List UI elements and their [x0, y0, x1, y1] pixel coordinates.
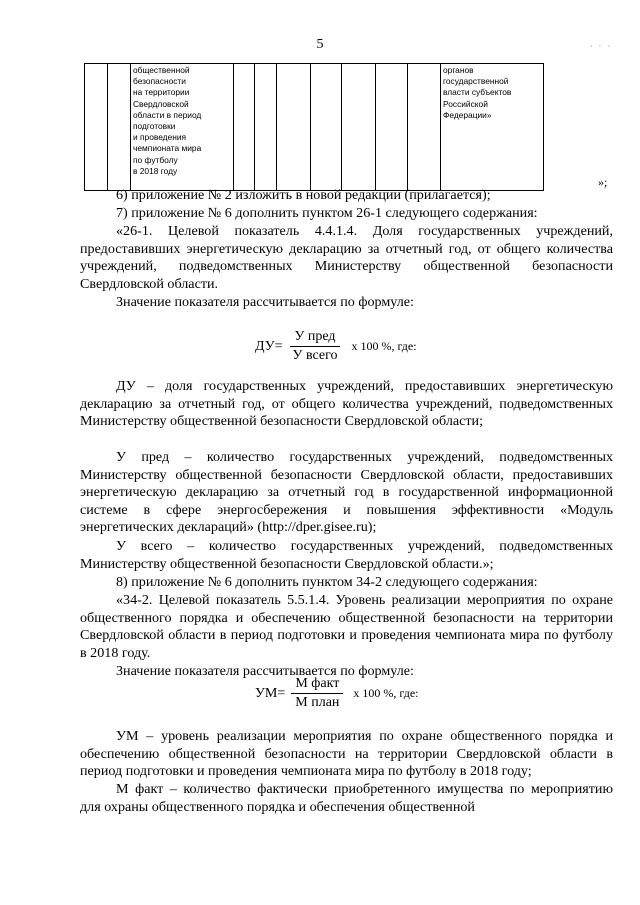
paragraph-item-6: 6) приложение № 2 изложить в новой редакции (прилагается); — [116, 187, 491, 203]
paragraph-item-7: 7) приложение № 6 дополнить пунктом 26-1 следующего содержания: — [116, 205, 538, 221]
page-number: 5 — [316, 37, 324, 52]
definition-du: ДУ – доля государственных учреждений, предоставивших энергетическую декларацию за отчетный год, от общего количества учреждений, подведомственных Министерству общественной безопасности Свердловской области; — [80, 378, 613, 430]
formula-suffix: x 100 %, где: — [351, 339, 417, 353]
table-cell — [255, 64, 277, 191]
formula-fraction — [291, 676, 343, 711]
table-cell — [376, 64, 408, 191]
formula-lhs: ДУ= — [255, 338, 283, 354]
table-cell — [85, 64, 108, 191]
formula-fraction — [289, 329, 342, 364]
table-cell — [277, 64, 311, 191]
table-fragment — [84, 63, 544, 191]
formula-du — [255, 329, 417, 364]
paragraph-34-2: «34-2. Целевой показатель 5.5.1.4. Уровень реализации мероприятия по охране общественного порядка и обеспечению общественной безопасности на территории Свердловской области в период подготовки и проведения чемпионата мира по футболу в 2018 году. — [80, 592, 613, 661]
formula-intro-1: Значение показателя рассчитывается по формуле: — [116, 294, 414, 310]
table-closing-quote: »; — [598, 175, 608, 189]
formula-suffix: x 100 %, где: — [353, 686, 419, 700]
table-cell-description: общественной безопасности на территории Свердловской области в период подготовки и проведения чемпионата мира по футболу в 2018 году — [131, 64, 234, 191]
formula-denominator: У всего — [292, 348, 338, 363]
definition-m-fakt: М факт – количество фактически приобретенного имущества по мероприятию для охраны общественного порядка и обеспечения общественной — [80, 781, 613, 815]
table-cell — [108, 64, 131, 191]
definition-um: УМ – уровень реализации мероприятия по охране общественного порядка и обеспечению общественной безопасности на территории Свердловской области в период подготовки и проведения чемпионата мира по футболу в 2018 году; — [80, 728, 613, 780]
formula-denominator: М план — [295, 695, 340, 710]
formula-lhs: УМ= — [255, 685, 286, 701]
table-cell-source: органов государственной власти субъектов Российской Федерации» — [441, 64, 544, 191]
table-cell — [234, 64, 255, 191]
formula-numerator: М факт — [291, 676, 343, 694]
table-cell — [342, 64, 376, 191]
formula-numerator: У пред — [290, 329, 339, 347]
formula-um — [255, 676, 419, 711]
table-row — [85, 64, 544, 191]
definition-u-vsego: У всего – количество государственных учреждений, подведомственных Министерству общественной безопасности Свердловской области.»; — [80, 538, 613, 572]
formula-intro-2: Значение показателя рассчитывается по формуле: — [116, 663, 414, 679]
paragraph-item-8: 8) приложение № 6 дополнить пунктом 34-2 следующего содержания: — [116, 574, 538, 590]
definition-u-pred: У пред – количество государственных учреждений, подведомственных Министерству общественной безопасности Свердловской области, предоставивших энергетическую декларацию за отчетный год в государственной информационной системе в сфере энергосбережения и повышения эффективности «Модуль энергетических деклараций» (http://dper.gisee.ru); — [80, 449, 613, 536]
table-cell — [311, 64, 342, 191]
paragraph-26-1: «26-1. Целевой показатель 4.4.1.4. Доля государственных учреждений, предоставивших энергетическую декларацию за отчетный год, от общего количества учреждений, подведомственных Министерству общественной безопасности Свердловской области. — [80, 223, 613, 292]
table-cell — [408, 64, 441, 191]
corner-mark: · · · — [590, 42, 612, 51]
